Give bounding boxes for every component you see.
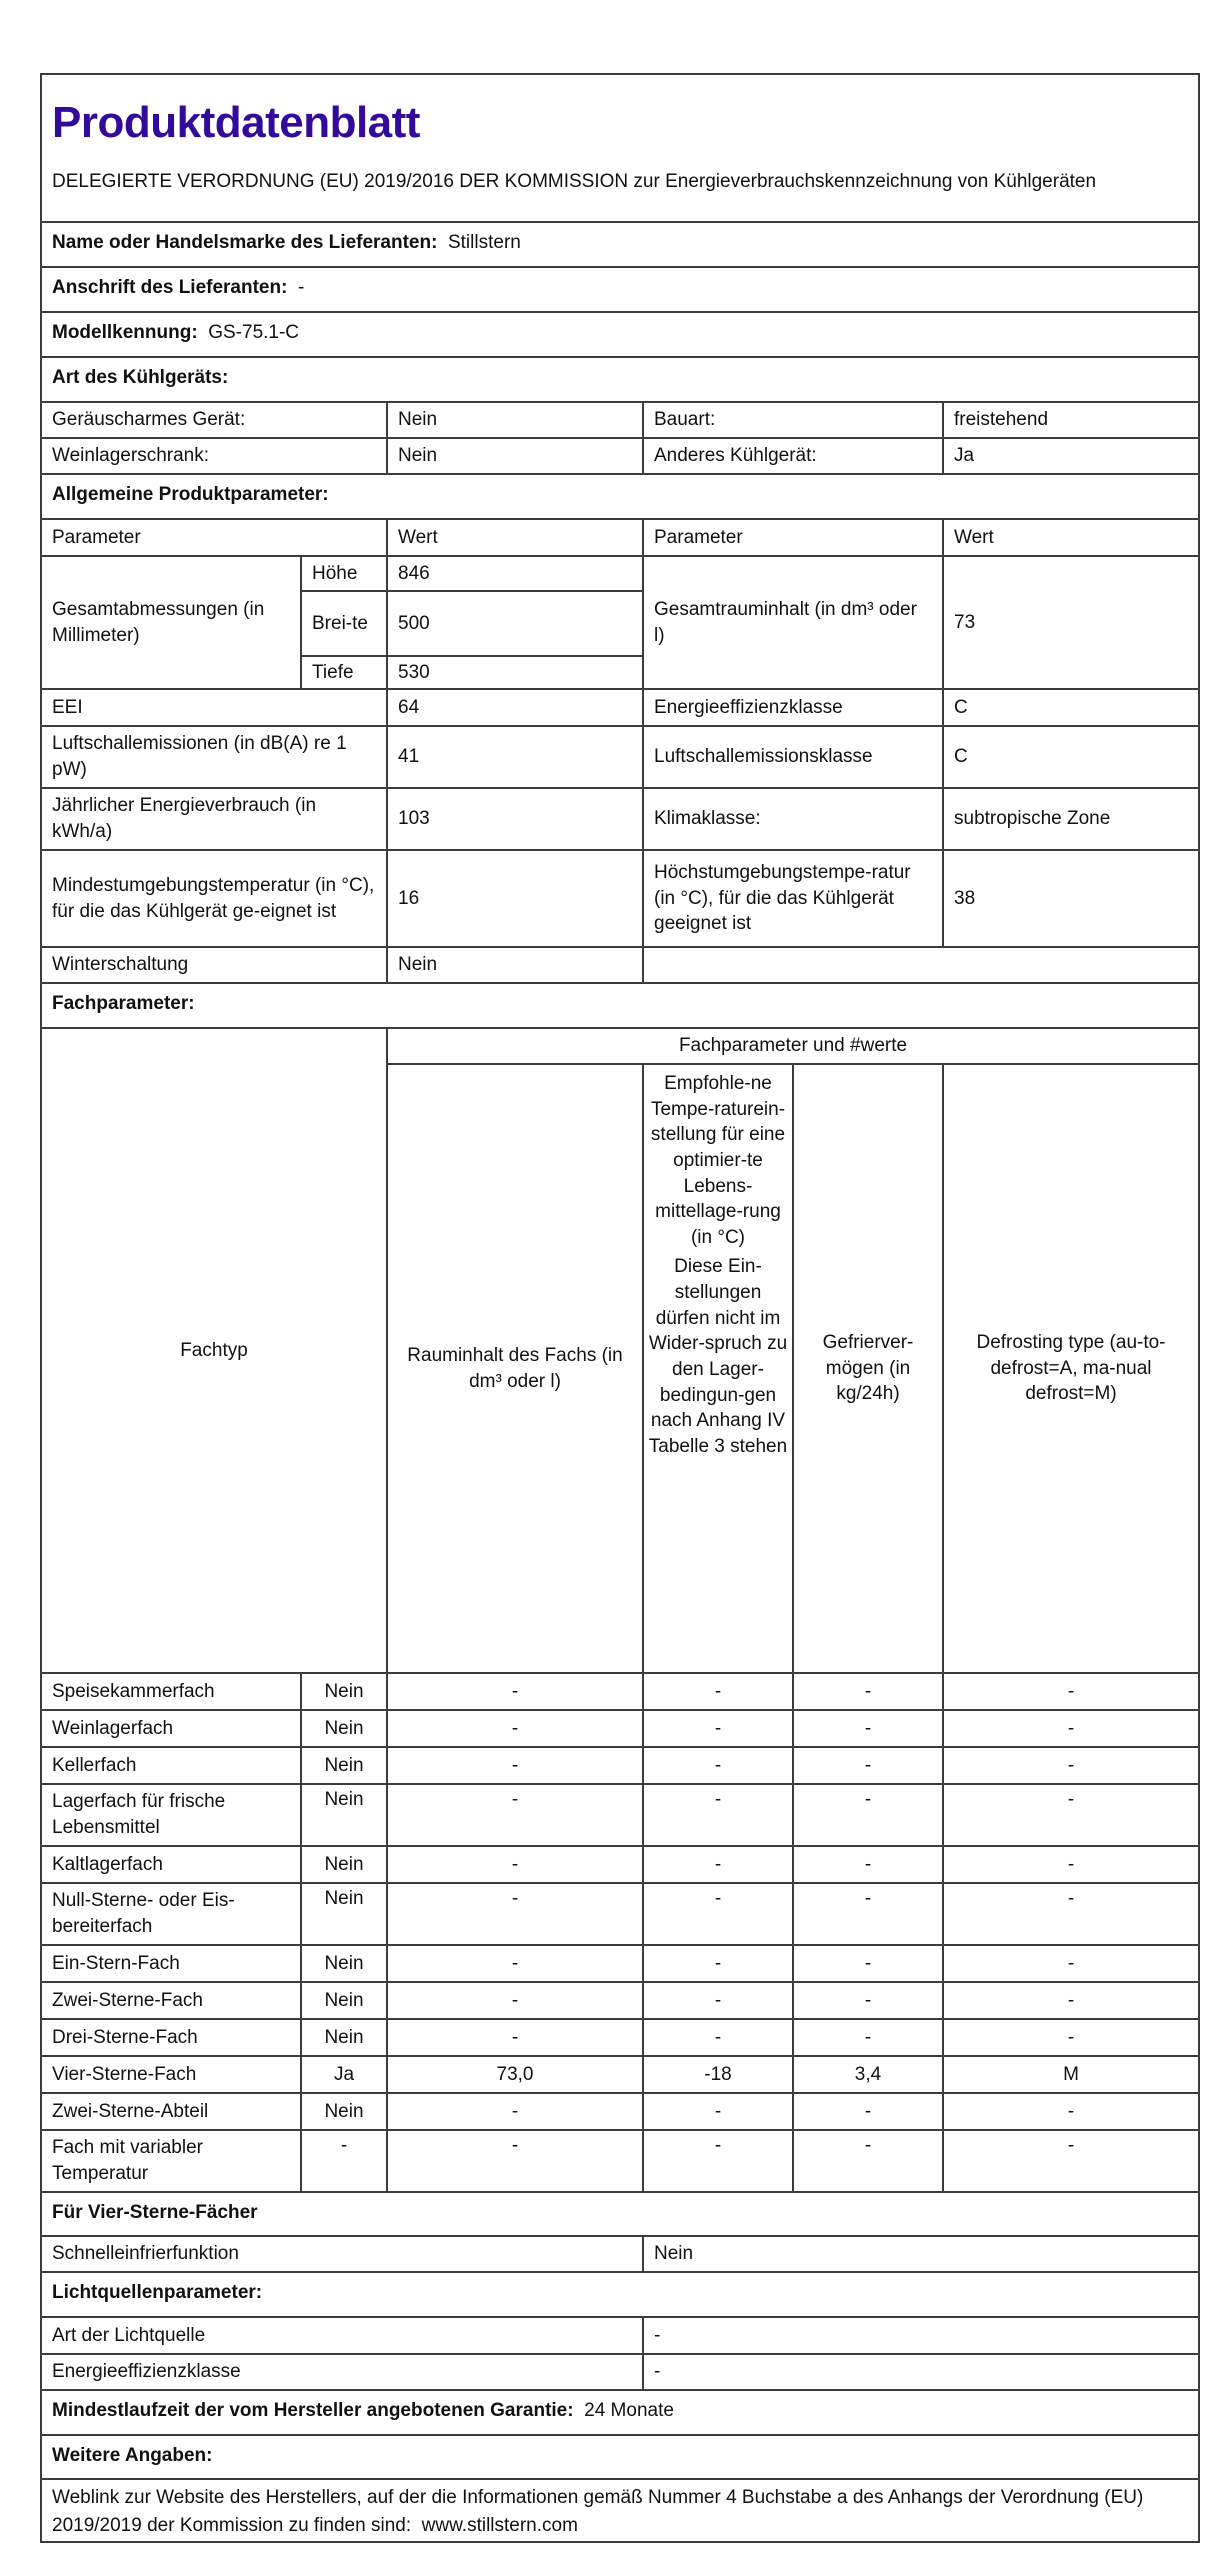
compartment-name: Kaltlagerfach [41, 1846, 301, 1883]
compartment-temp: - [643, 1784, 793, 1846]
warranty-value: 24 Monate [584, 2400, 674, 2421]
compartment-volume: - [387, 1945, 643, 1982]
col-temp-label: Empfohle-ne Tempe-raturein-stellung für eine optimier-te Lebens-mittellage-rung (in °C) [650, 1073, 786, 1248]
compartment-freeze: - [793, 2019, 943, 2056]
param-label: Mindestumgebungstemperatur (in °C), für die das Kühlgerät ge-eignet ist [41, 850, 387, 947]
page-title: Produktdatenblatt [52, 98, 420, 147]
compartment-temp: - [643, 1945, 793, 1982]
group-header: Fachparameter und #werte [387, 1028, 1199, 1064]
param-label: Weinlagerschrank: [41, 438, 387, 474]
manufacturer-link[interactable]: www.stillstern.com [421, 2514, 578, 2536]
compartment-present: Nein [301, 2093, 387, 2130]
compartment-temp: - [643, 2019, 793, 2056]
param-label: Anderes Kühlgerät: [643, 438, 943, 474]
compartment-defrost: - [943, 1846, 1199, 1883]
compartment-name: Zwei-Sterne-Abteil [41, 2093, 301, 2130]
regulation-text: DELEGIERTE VERORDNUNG (EU) 2019/2016 DER KOMMISSION zur Energieverbrauchskennzeichnung von Kühlgeräten [52, 171, 1097, 193]
fast-freeze-label: Schnelleinfrierfunktion [41, 2236, 643, 2272]
param-label: Geräuscharmes Gerät: [41, 402, 387, 438]
light-class-value: - [643, 2354, 1199, 2390]
compartment-name: Speisekammerfach [41, 1673, 301, 1710]
four-star-heading: Für Vier-Sterne-Fächer [41, 2192, 1199, 2236]
col-type: Fachtyp [41, 1028, 387, 1673]
param-label: EEI [41, 689, 387, 726]
more-heading: Weitere Angaben: [41, 2435, 1199, 2479]
compartment-temp: - [643, 1673, 793, 1710]
width-label: Brei-te [301, 591, 387, 656]
general-heading: Allgemeine Produktparameter: [41, 474, 1199, 519]
param-value: 41 [387, 726, 643, 788]
compartment-name: Drei-Sterne-Fach [41, 2019, 301, 2056]
supplier-label: Name oder Handelsmarke des Lieferanten: [52, 232, 438, 253]
param-value: Nein [387, 438, 643, 474]
warranty-label: Mindestlaufzeit der vom Hersteller angebotenen Garantie: [52, 2400, 574, 2421]
type-row [41, 402, 1199, 438]
compartment-volume: - [387, 1784, 643, 1846]
compartment-name: Vier-Sterne-Fach [41, 2056, 301, 2093]
model-label: Modellkennung: [52, 322, 198, 343]
compartment-present: Nein [301, 1846, 387, 1883]
compartment-freeze: - [793, 2093, 943, 2130]
column-header: Parameter [41, 519, 387, 556]
compartment-defrost: - [943, 2019, 1199, 2056]
param-label: Klimaklasse: [643, 788, 943, 850]
compartment-freeze: - [793, 1784, 943, 1846]
compartment-defrost: - [943, 2093, 1199, 2130]
column-header: Parameter [643, 519, 943, 556]
compartment-volume: - [387, 1846, 643, 1883]
compartment-volume: - [387, 1673, 643, 1710]
compartment-temp: - [643, 2093, 793, 2130]
compartment-present: Nein [301, 1673, 387, 1710]
width-value: 500 [387, 591, 643, 656]
compartment-temp: - [643, 1883, 793, 1945]
compartment-row [41, 1982, 1199, 2019]
param-label: Winterschaltung [41, 947, 387, 983]
compartment-row [41, 1673, 1199, 1710]
param-value: freistehend [943, 402, 1199, 438]
compartment-freeze: - [793, 1883, 943, 1945]
depth-label: Tiefe [301, 656, 387, 689]
compartment-volume: - [387, 1710, 643, 1747]
col-temp [643, 1064, 793, 1673]
compartment-row [41, 1710, 1199, 1747]
model-value: GS-75.1-C [208, 322, 300, 343]
column-header: Wert [387, 519, 643, 556]
compartment-name: Lagerfach für frische Lebensmittel [41, 1784, 301, 1846]
compartment-name: Weinlagerfach [41, 1710, 301, 1747]
param-value: 64 [387, 689, 643, 726]
address-label: Anschrift des Lieferanten: [52, 277, 288, 298]
compartment-row [41, 2130, 1199, 2192]
compartment-freeze: - [793, 1945, 943, 1982]
compartment-name: Ein-Stern-Fach [41, 1945, 301, 1982]
compartment-row [41, 1883, 1199, 1945]
param-value: C [943, 726, 1199, 788]
compartment-defrost: - [943, 2130, 1199, 2192]
compartment-row [41, 1747, 1199, 1784]
compartment-freeze: - [793, 1846, 943, 1883]
col-defrost: Defrosting type (au-to-defrost=A, ma-nual defrost=M) [943, 1064, 1199, 1673]
header-cell [41, 74, 1199, 222]
compartment-present: Nein [301, 1710, 387, 1747]
param-value: subtropische Zone [943, 788, 1199, 850]
type-row [41, 438, 1199, 474]
height-label: Höhe [301, 556, 387, 591]
compartment-defrost: - [943, 1673, 1199, 1710]
dimensions-label: Gesamtabmessungen (in Millimeter) [41, 556, 301, 689]
compartment-row [41, 2093, 1199, 2130]
compartment-name: Fach mit variabler Temperatur [41, 2130, 301, 2192]
compartment-defrost: - [943, 1945, 1199, 1982]
light-type-label: Art der Lichtquelle [41, 2317, 643, 2354]
supplier-row [41, 222, 1199, 267]
compartment-row [41, 1846, 1199, 1883]
compartment-row [41, 1784, 1199, 1846]
compartment-volume: - [387, 1747, 643, 1784]
compartment-freeze: - [793, 2130, 943, 2192]
more-text-cell [41, 2479, 1199, 2542]
volume-value: 73 [943, 556, 1199, 689]
compartment-defrost: - [943, 1747, 1199, 1784]
compartment-present: - [301, 2130, 387, 2192]
type-heading: Art des Kühlgeräts: [41, 357, 1199, 402]
light-type-value: - [643, 2317, 1199, 2354]
param-value: C [943, 689, 1199, 726]
compartment-name: Null-Sterne- oder Eis-bereiterfach [41, 1883, 301, 1945]
compartment-present: Ja [301, 2056, 387, 2093]
compartment-row [41, 2056, 1199, 2093]
compartment-name: Kellerfach [41, 1747, 301, 1784]
compartment-temp: - [643, 2130, 793, 2192]
general-row [41, 788, 1199, 850]
compartment-present: Nein [301, 1982, 387, 2019]
param-value: Ja [943, 438, 1199, 474]
col-freeze: Gefrierver-mögen (in kg/24h) [793, 1064, 943, 1673]
empty-cell [643, 947, 1199, 983]
compartment-temp: - [643, 1846, 793, 1883]
compartment-freeze: 3,4 [793, 2056, 943, 2093]
compartment-name: Zwei-Sterne-Fach [41, 1982, 301, 2019]
fast-freeze-value: Nein [643, 2236, 1199, 2272]
compartment-present: Nein [301, 1747, 387, 1784]
compartment-volume: - [387, 2130, 643, 2192]
compartment-volume: 73,0 [387, 2056, 643, 2093]
param-label: Jährlicher Energieverbrauch (in kWh/a) [41, 788, 387, 850]
general-row [41, 850, 1199, 947]
compartment-freeze: - [793, 1710, 943, 1747]
light-heading: Lichtquellenparameter: [41, 2272, 1199, 2317]
param-label: Höchstumgebungstempe-ratur (in °C), für die das Kühlgerät geeignet ist [643, 850, 943, 947]
volume-label: Gesamtrauminhalt (in dm³ oder l) [643, 556, 943, 689]
compartment-temp: -18 [643, 2056, 793, 2093]
compartment-row [41, 1945, 1199, 1982]
compartment-present: Nein [301, 2019, 387, 2056]
compartment-present: Nein [301, 1945, 387, 1982]
compartment-defrost: - [943, 1710, 1199, 1747]
col-volume: Rauminhalt des Fachs (in dm³ oder l) [387, 1064, 643, 1673]
compartment-volume: - [387, 1883, 643, 1945]
compartment-defrost: - [943, 1883, 1199, 1945]
address-value: - [298, 277, 305, 298]
compartment-temp: - [643, 1747, 793, 1784]
compartment-defrost: M [943, 2056, 1199, 2093]
compartment-defrost: - [943, 1982, 1199, 2019]
address-row [41, 267, 1199, 312]
compartment-freeze: - [793, 1747, 943, 1784]
param-value: 103 [387, 788, 643, 850]
compartment-volume: - [387, 2019, 643, 2056]
param-label: Energieeffizienzklasse [643, 689, 943, 726]
product-datasheet [40, 73, 1200, 2543]
param-label: Bauart: [643, 402, 943, 438]
column-header: Wert [943, 519, 1199, 556]
depth-value: 530 [387, 656, 643, 689]
light-class-label: Energieeffizienzklasse [41, 2354, 643, 2390]
compartment-volume: - [387, 2093, 643, 2130]
param-value: Nein [387, 402, 643, 438]
compartment-temp: - [643, 1982, 793, 2019]
height-value: 846 [387, 556, 643, 591]
param-label: Luftschallemissionen (in dB(A) re 1 pW) [41, 726, 387, 788]
col-temp-note: Diese Ein-stellungen dürfen nicht im Wider-spruch zu den Lager-bedingun-gen nach Anhang IV Tabelle 3 stehen [648, 1256, 788, 1457]
compartment-freeze: - [793, 1673, 943, 1710]
supplier-value: Stillstern [447, 232, 521, 253]
param-value: 16 [387, 850, 643, 947]
compartment-present: Nein [301, 1784, 387, 1846]
general-row [41, 726, 1199, 788]
general-row [41, 689, 1199, 726]
compartment-freeze: - [793, 1982, 943, 2019]
general-header-row [41, 519, 1199, 556]
compartments-heading: Fachparameter: [41, 983, 1199, 1028]
param-value: Nein [387, 947, 643, 983]
model-row [41, 312, 1199, 357]
warranty-row [41, 2390, 1199, 2435]
compartment-defrost: - [943, 1784, 1199, 1846]
param-value: 38 [943, 850, 1199, 947]
compartment-temp: - [643, 1710, 793, 1747]
more-text: Weblink zur Website des Herstellers, auf der die Informationen gemäß Nummer 4 Buchstabe a des Anhangs der Verordnung (EU) 2019/2019 der Kommission zu finden sind: [52, 2487, 1144, 2536]
winter-row [41, 947, 1199, 983]
compartment-volume: - [387, 1982, 643, 2019]
param-label: Luftschallemissionsklasse [643, 726, 943, 788]
compartment-row [41, 2019, 1199, 2056]
compartment-present: Nein [301, 1883, 387, 1945]
